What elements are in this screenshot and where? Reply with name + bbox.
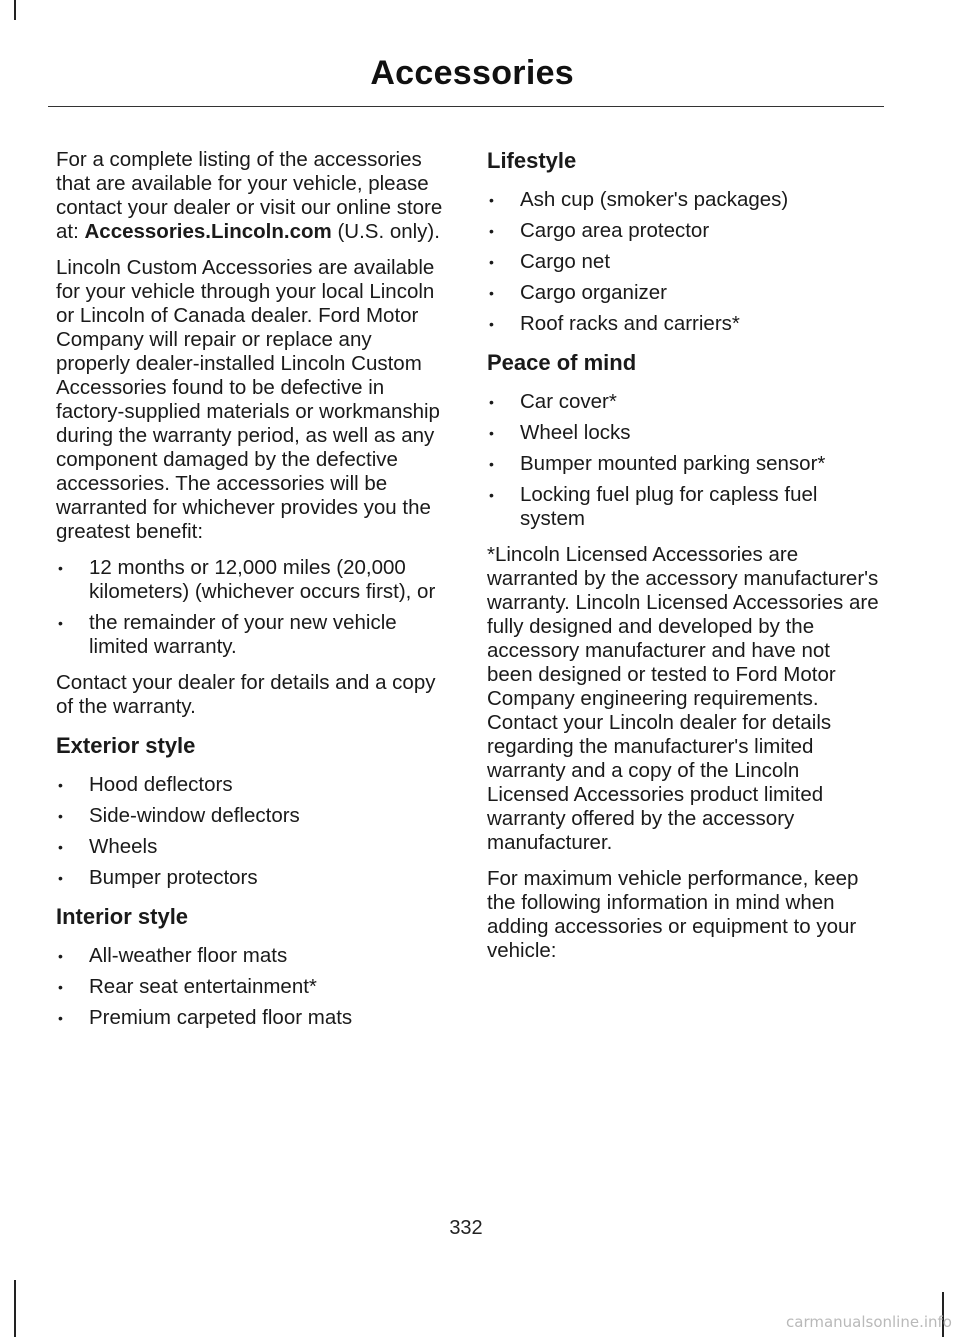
list-item: • Cargo organizer [487,281,881,305]
list-item: • the remainder of your new vehicle limited warranty. [56,611,448,659]
intro-paragraph [56,148,448,244]
page-title: Accessories [370,54,574,92]
list-item: • Cargo net [487,250,881,274]
list-item: • Car cover* [487,390,881,414]
licensed-accessories-note: *Lincoln Licensed Accessories are warranted by the accessory manufacturer's warranty. Lincoln Licensed Accessories are fully designed and developed by the accessory manufacturer and have not been designed or tested to Ford Motor Company engineering requirements. Contact your Lincoln dealer for details regarding the manufacturer's limited warranty and a copy of the Lincoln Licensed Accessories product limited warranty offered by the accessory manufacturer. [487,543,879,854]
exterior-style-heading: Exterior style [56,733,196,758]
peace-of-mind-heading: Peace of mind [487,350,637,375]
title-divider [48,106,884,107]
watermark-text: carmanualsonline.info [786,1313,952,1331]
left-column [56,148,448,1042]
list-item: • Bumper mounted parking sensor* [487,452,881,476]
intro-suffix: (U.S. only). [337,220,440,243]
contact-dealer-paragraph: Contact your dealer for details and a copy of the warranty. [56,671,436,718]
lifestyle-list [487,188,881,336]
list-item: • All-weather floor mats [56,944,448,968]
right-column [487,148,881,975]
interior-style-list [56,944,448,1030]
list-item: • Rear seat entertainment* [56,975,448,999]
intro-text: For a complete listing of the accessories that are available for your vehicle, please contact your dealer or visit our online store at: [56,148,443,243]
list-item: • Wheels [56,835,448,859]
list-item: • Premium carpeted floor mats [56,1006,448,1030]
crop-mark-bottom-left-v [14,1280,16,1337]
crop-mark-top-left-v [14,0,16,20]
custom-accessories-paragraph: Lincoln Custom Accessories are available for your vehicle through your local Lincoln or Lincoln of Canada dealer. Ford Motor Company will repair or replace any properly dealer-installed Lincoln Custom Accessories found to be defective in factory-supplied materials or workmanship during the warranty period, as well as any component damaged by the defective accessories. The accessories will be warranted for whichever provides you the greatest benefit: [56,256,440,543]
list-item: • Wheel locks [487,421,881,445]
lifestyle-heading: Lifestyle [487,148,577,173]
list-item: • Hood deflectors [56,773,448,797]
exterior-style-list [56,773,448,890]
list-item: • Roof racks and carriers* [487,312,881,336]
peace-of-mind-list [487,390,881,531]
page-number: 332 [449,1217,483,1239]
list-item: • Side-window deflectors [56,804,448,828]
online-store-link[interactable]: Accessories.Lincoln.com [84,220,332,243]
performance-paragraph: For maximum vehicle performance, keep the following information in mind when adding accessories or equipment to your vehicle: [487,867,859,962]
list-item: • Ash cup (smoker's packages) [487,188,881,212]
interior-style-heading: Interior style [56,904,189,929]
list-item: • 12 months or 12,000 miles (20,000 kilometers) (whichever occurs first), or [56,556,448,604]
warranty-options-list [56,556,448,659]
list-item: • Cargo area protector [487,219,881,243]
list-item: • Locking fuel plug for capless fuel system [487,483,881,531]
list-item: • Bumper protectors [56,866,448,890]
